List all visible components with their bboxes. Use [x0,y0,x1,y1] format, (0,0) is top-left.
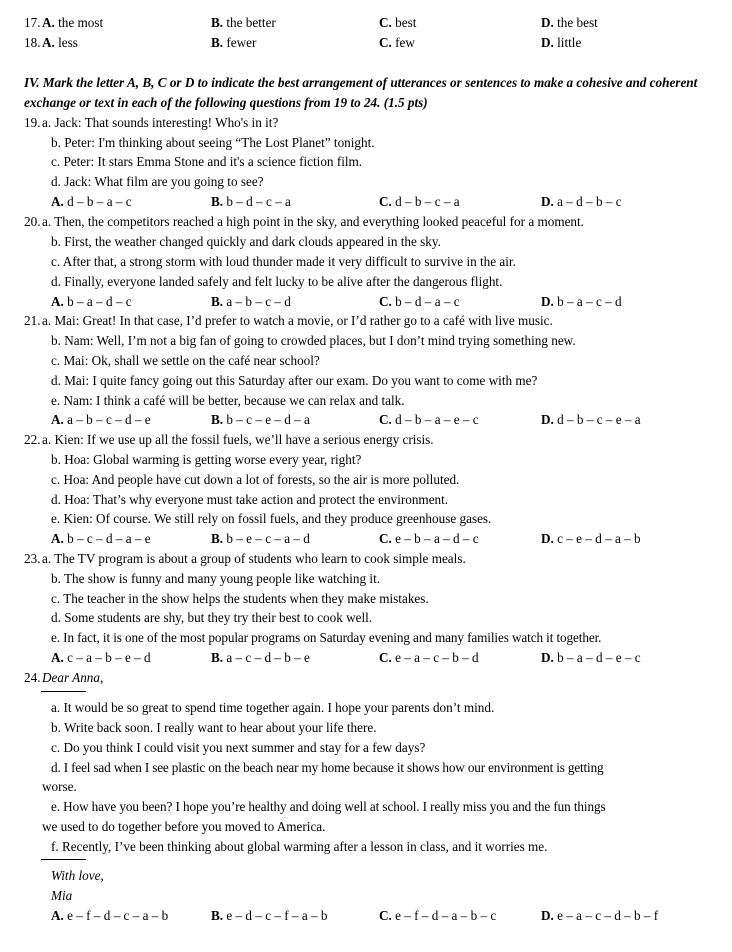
q21-line-c: c. Mai: Ok, shall we settle on the café near school? [51,353,320,368]
q17-options [0,13,732,33]
q24-line-e: e. How have you been? I hope you’re healthy and doing well at school. I really miss you and the fun things [51,799,606,814]
q21-option-d[interactable]: D. d – b – c – e – a [541,412,641,427]
q23-option-d[interactable]: D. b – a – d – e – c [541,650,641,665]
q22-options [0,529,732,549]
q19-option-b[interactable]: B. b – d – c – a [211,194,291,209]
q24-line-a: a. It would be so great to spend time together again. I hope your parents don’t mind. [51,700,495,715]
q17-number: 17. [24,15,41,30]
q21-line-a: a. Mai: Great! In that case, I’d prefer to watch a movie, or I’d rather go to a café with live music. [42,313,553,328]
q23-options [0,648,732,668]
q22-number: 22. [24,432,41,447]
q22-line-b: b. Hoa: Global warming is getting worse every year, right? [51,452,362,467]
q24-greeting: Dear Anna, [42,670,104,685]
q18-option-c[interactable]: C. few [379,35,415,50]
q21-line-b: b. Nam: Well, I’m not a big fan of going to crowded places, but I don’t mind trying something new. [51,333,576,348]
q24-option-d[interactable]: D. e – a – c – d – b – f [541,908,659,923]
q20-number: 20. [24,214,41,229]
q24-line-b: b. Write back soon. I really want to hear about your life there. [51,720,377,735]
q23-line-b: b. The show is funny and many young people like watching it. [51,571,381,586]
q23-option-a[interactable]: A. c – a – b – e – d [51,650,151,665]
q19-number: 19. [24,115,41,130]
q22-line-e: e. Kien: Of course. We still rely on fossil fuels, and they produce greenhouse gases. [51,511,492,526]
q21-number: 21. [24,313,41,328]
q24-closing: With love, [51,868,104,883]
q19-line-d: d. Jack: What film are you going to see? [51,174,264,189]
q19-line-a: a. Jack: That sounds interesting! Who's in it? [42,115,279,130]
q19-option-c[interactable]: C. d – b – c – a [379,194,460,209]
q23-option-b[interactable]: B. a – c – d – b – e [211,650,310,665]
q18-option-d[interactable]: D. little [541,35,582,50]
q18-number: 18. [24,35,41,50]
q20-option-b[interactable]: B. a – b – c – d [211,294,291,309]
q20-options [0,292,732,312]
q19-option-d[interactable]: D. a – d – b – c [541,194,622,209]
q21-options [0,410,732,430]
q22-line-c: c. Hoa: And people have cut down a lot of forests, so the air is more polluted. [51,472,460,487]
q23-number: 23. [24,551,41,566]
q22-option-a[interactable]: A. b – c – d – a – e [51,531,151,546]
q21-option-c[interactable]: C. d – b – a – e – c [379,412,479,427]
q22-option-c[interactable]: C. e – b – a – d – c [379,531,479,546]
letter-divider-bottom [41,859,86,860]
q21-line-d: d. Mai: I quite fancy going out this Saturday after our exam. Do you want to come with me? [51,373,538,388]
q22-option-d[interactable]: D. c – e – d – a – b [541,531,641,546]
q21-option-a[interactable]: A. a – b – c – d – e [51,412,151,427]
q19-line-b: b. Peter: I'm thinking about seeing “The Lost Planet” tonight. [51,135,375,150]
q24-line-d-cont: worse. [42,779,77,794]
q24-option-a[interactable]: A. e – f – d – c – a – b [51,908,169,923]
q24-line-d: d. I feel sad when I see plastic on the beach near my home because it shows how our environment is getting [51,760,604,775]
q18-options [0,33,732,53]
q23-line-c: c. The teacher in the show helps the students when they make mistakes. [51,591,429,606]
q20-line-a: a. Then, the competitors reached a high point in the sky, and everything looked peaceful for a moment. [42,214,584,229]
q24-line-c: c. Do you think I could visit you next summer and stay for a few days? [51,740,426,755]
q23-line-e: e. In fact, it is one of the most popular programs on Saturday evening and many families watch it together. [51,630,602,645]
q20-option-d[interactable]: D. b – a – c – d [541,294,622,309]
q20-line-b: b. First, the weather changed quickly and dark clouds appeared in the sky. [51,234,441,249]
q20-option-a[interactable]: A. b – a – d – c [51,294,132,309]
q17-option-d[interactable]: D. the best [541,15,598,30]
q20-line-d: d. Finally, everyone landed safely and felt lucky to be alive after the dangerous flight. [51,274,503,289]
q22-option-b[interactable]: B. b – e – c – a – d [211,531,310,546]
q24-option-b[interactable]: B. e – d – c – f – a – b [211,908,328,923]
q18-option-a[interactable]: A. less [42,35,78,50]
section-iv-heading: IV. Mark the letter A, B, C or D to indicate the best arrangement of utterances or sentences to make a cohesive and coherent exchange or text in each of the following questions from 19 to 24. (1.5 pts) [24,75,698,110]
q19-options [0,192,732,212]
q23-line-a: a. The TV program is about a group of students who learn to cook simple meals. [42,551,466,566]
q21-option-b[interactable]: B. b – c – e – d – a [211,412,310,427]
q17-option-a[interactable]: A. the most [42,15,104,30]
letter-divider-top [41,691,86,692]
q19-option-a[interactable]: A. d – b – a – c [51,194,132,209]
q17-option-c[interactable]: C. best [379,15,417,30]
q24-signature: Mia [51,888,73,903]
q23-option-c[interactable]: C. e – a – c – b – d [379,650,479,665]
q22-line-d: d. Hoa: That’s why everyone must take action and protect the environment. [51,492,449,507]
q21-line-e: e. Nam: I think a café will be better, because we can relax and talk. [51,393,405,408]
q24-number: 24. [24,670,41,685]
q17-option-b[interactable]: B. the better [211,15,276,30]
q24-options [0,906,732,926]
q24-line-e-cont: we used to do together before you moved to America. [42,819,326,834]
q24-option-c[interactable]: C. e – f – d – a – b – c [379,908,497,923]
q20-line-c: c. After that, a strong storm with loud thunder made it very difficult to survive in the air. [51,254,516,269]
q24-line-f: f. Recently, I’ve been thinking about global warming after a lesson in class, and it worries me. [51,839,548,854]
q23-line-d: d. Some students are shy, but they try their best to cook well. [51,610,373,625]
q19-line-c: c. Peter: It stars Emma Stone and it's a science fiction film. [51,154,363,169]
q18-option-b[interactable]: B. fewer [211,35,257,50]
q20-option-c[interactable]: C. b – d – a – c [379,294,460,309]
q22-line-a: a. Kien: If we use up all the fossil fuels, we’ll have a serious energy crisis. [42,432,434,447]
